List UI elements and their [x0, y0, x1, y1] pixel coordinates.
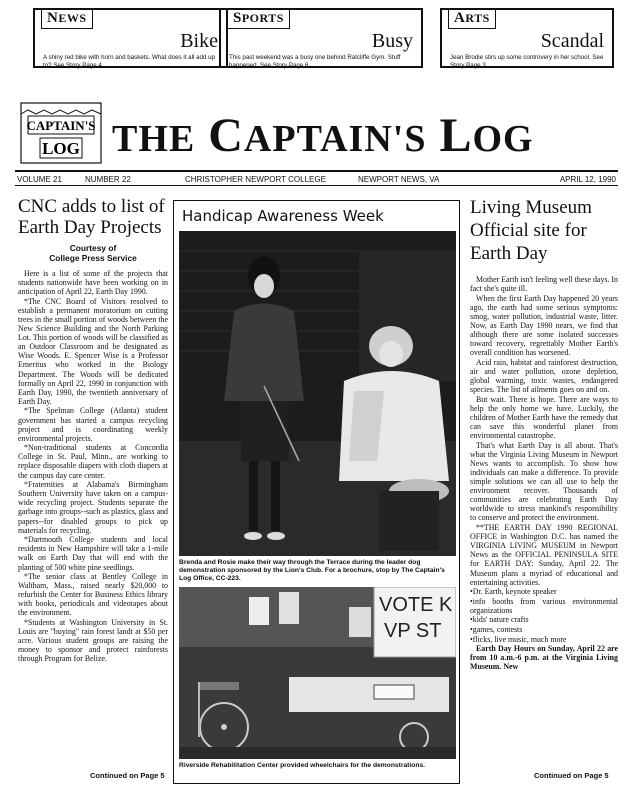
paragraph: *Students at Washington University in St. Louis are "buying" rain forest landt at $50 per acre. Various student groups are raising the money to sponsor and protect rainforests through Program for Belize. [18, 618, 168, 664]
list-item: •Dr. Earth, keynote speaker [470, 587, 557, 597]
vote-sign-text-2: VP ST [384, 620, 442, 642]
photo-wheelchairs [179, 587, 456, 759]
article-headline[interactable]: Living Museum Official site for Earth Day [470, 197, 592, 264]
captains-log-logo [18, 100, 104, 166]
photo-caption-1: Brenda and Rosie make their way through the Terrace during the leader dog demonstration sponsored by the Lion's Club. For a brochure, stop by The Captain's Log Office, CC-223. [179, 559, 445, 583]
teaser-news[interactable] [33, 8, 228, 68]
teaser-blurb: This past weekend was a busy one behind Ratcliffe Gym. Stuff happened. See Story Page 6. [229, 54, 401, 69]
left-article [18, 196, 168, 664]
list-item: •games, contests [470, 625, 523, 635]
article-body [18, 269, 168, 664]
article-headline[interactable]: CNC adds to list of Earth Day Projects [18, 196, 165, 238]
logo-text-2: LOG [42, 139, 80, 158]
byline: Courtesy of College Press Service [49, 243, 137, 263]
teaser-blurb: Jean Brodie stirs up some controvery in her school. See Story Page 3. [450, 54, 604, 69]
list-item: •info booths from various environmental organizations [470, 596, 618, 615]
dateline-bar [15, 170, 618, 186]
paragraph: *Dartmouth College students and local residents in New Hampshire will take a 1-mile walk on Earth Day that will end with the planting of 500 white pine seedlings. [18, 535, 168, 572]
school-name: CHRISTOPHER NEWPORT COLLEGE [185, 175, 326, 184]
photo-feature [173, 200, 460, 784]
volume: VOLUME 21 [17, 175, 62, 184]
teaser-headline: Bike [180, 30, 218, 52]
section-tag-sports: SPORTS [227, 9, 290, 29]
paragraph: But wait. There is hope. There are ways to help the only home we have. Luckily, the children of Mother Earth have the remedy that can save this wonderful planet from environmental catastrophe. [470, 394, 618, 441]
logo-text-1: CAPTAIN'S [26, 118, 96, 133]
paragraph: *The Spelman College (Atlanta) student government has started a campus recycling project and is coordinating weekly environmental projects. [18, 406, 168, 443]
feature-headline: Handicap Awareness Week [182, 207, 384, 225]
teaser-headline: Scandal [540, 30, 604, 52]
section-tag-arts: ARTS [448, 9, 496, 29]
paragraph: *Non-traditional students at Concordia College in St. Paul, Minn., are working to replace disposable diapers with cloth diapers at the campus day care center. [18, 443, 168, 480]
paragraph: Acid rain, habitat and rainforest destruction, air and water pollution, ozone depletion, global warming, toxic wastes, endangered species. The list of ailments goes on and on. [470, 357, 618, 395]
paragraph: *The CNC Board of Visitors resolved to establish a permanent moratorium on cutting trees in the small portion of woods between the New Science Building and the North Parking Lot. This portion of woods will be classified as an Outdoor Classroom and be designated as Wise Woods. E. Spencer Wise is a Professor Emeritus who worked in the Biology Department. The Woods will be dedicated formally on April 22, 1990 in conjunction with Earth Day, 1990, the twentieth anniversary of Earth Day. [18, 296, 168, 406]
paragraph: That's what Earth Day is all about. That's what the Virginia Living Museum in Newport News wants to accomplish. To show how individuals can make a difference. To provide simple solutions we can all use to help the environment recover. Thousands of communities are celebrating Earth Day worldwide to stress mankind's responsibility to conserve and protect the environment. [470, 440, 618, 523]
paragraph: When the first Earth Day happened 20 years ago, the earth had some serious symptoms: smog, water pollution, industrial waste, litter. Now, as Earth Day 1990 nears, we find that although there are some isolated successes toward recovery, regrettably Mother Earth's overall condition has worsened. [470, 293, 618, 358]
paragraph: *Fraternities at Alabama's Birmingham Southern University have taken on a campus-wide recycling project. Students separate the garbage into groups--such as plastics, glass and papers--for disabled groups to pick up materials for recycling. [18, 480, 168, 535]
continued-link-left[interactable]: Continued on Page 5 [90, 771, 165, 780]
list-item: •kids' nature crafts [470, 615, 529, 625]
paragraph: Here is a list of some of the projects that students nationwide have been working on in anticipation of April 22, Earth Day 1990. [18, 269, 168, 297]
paragraph: Earth Day Hours on Sunday, April 22 are from 10 a.m.-6 p.m. at the Virginia Living Museum. New [470, 644, 618, 672]
issue-date: APRIL 12, 1990 [559, 175, 616, 184]
vote-sign-text-1: VOTE K [379, 594, 453, 616]
paragraph: **THE EARTH DAY 1990 REGIONAL OFFICE in Washington D.C. has named the VIRGINIA LIVING MUSEUM in Newport News as the OFFICIAL PENINSULA SITE for EARTH DAY: Sunday, April 22. The Museum plans a myriad of educational and entertaining activities. [470, 523, 618, 587]
masthead-title: THE CAPTAIN'S LOG [112, 109, 534, 162]
photo-caption-2: Riverside Rehabilitation Center provided wheelchairs for the demonstrations. [179, 762, 426, 769]
paragraph: Mother Earth isn't feeling well these days. In fact she's quite ill. [470, 275, 618, 294]
paragraph: *The senior class at Bentley College in Waltham, Mass., raised nearly $20,000 to refurbish the Center for Business Ethics library with books, periodicals and videotapes about the environment. [18, 572, 168, 618]
teaser-arts[interactable] [440, 8, 614, 68]
photo-leader-dog [179, 231, 456, 556]
teaser-headline: Busy [371, 30, 413, 52]
teaser-sports[interactable] [219, 8, 423, 68]
city: NEWPORT NEWS, VA [358, 175, 440, 184]
right-article [470, 196, 618, 672]
section-tag-news: NEWS [41, 9, 93, 29]
issue-number: NUMBER 22 [85, 175, 131, 184]
teaser-blurb: A shiny red bike with horn and baskets. What does it all add up to? See Story Page 4. [43, 54, 215, 69]
continued-link-right[interactable]: Continued on Page 5 [534, 771, 609, 780]
list-item: •flicks, live music, much more [470, 634, 567, 644]
article-body [470, 275, 618, 672]
